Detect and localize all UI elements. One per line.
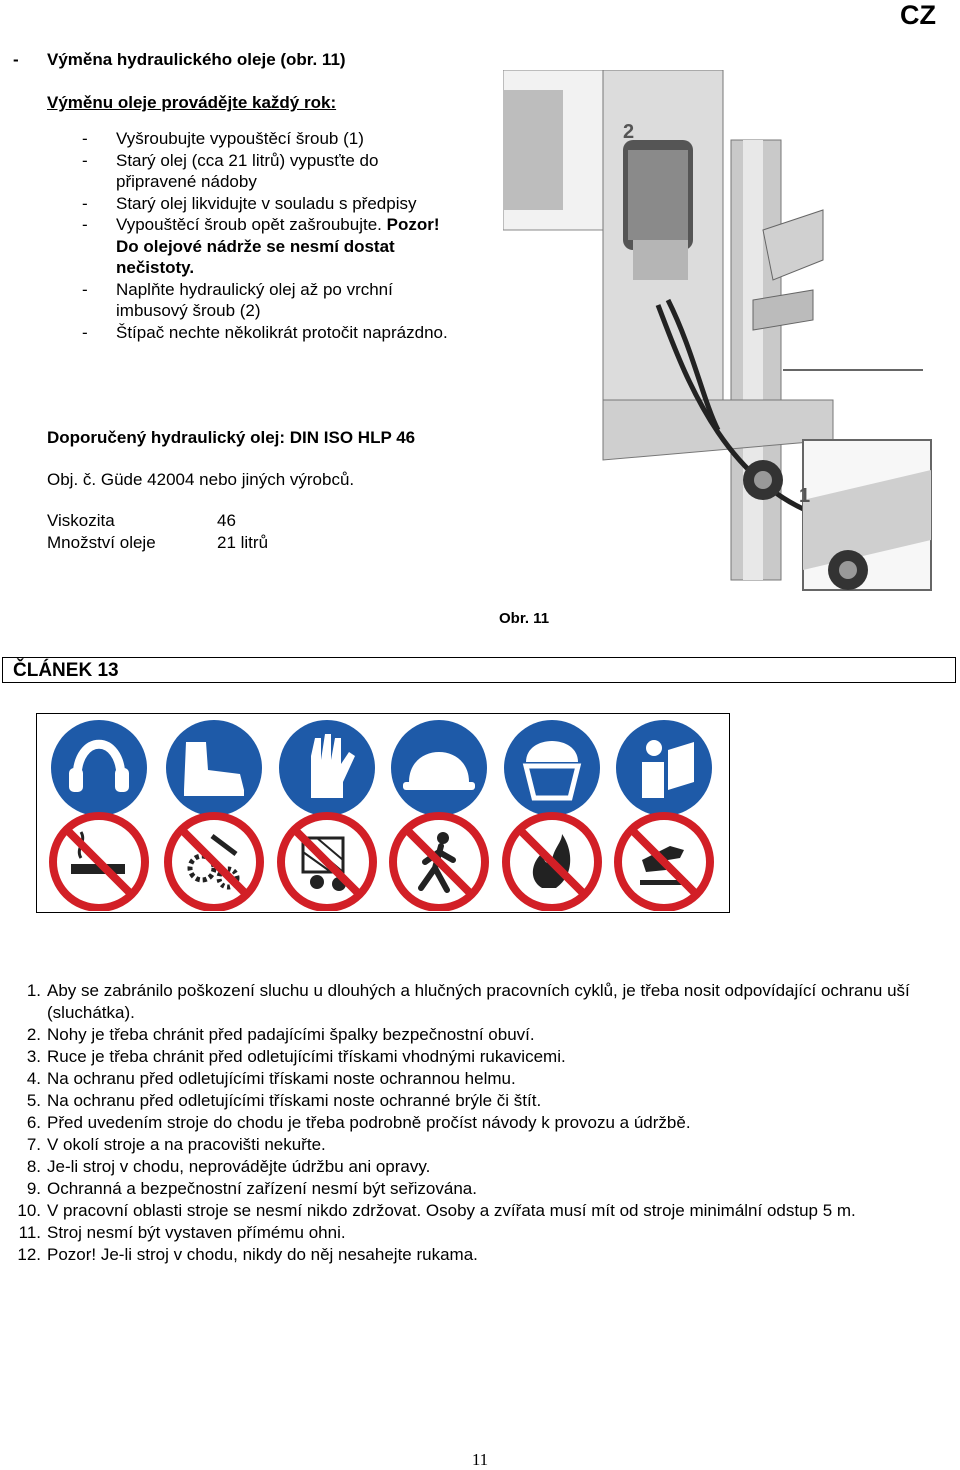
item-text: Před uvedením stroje do chodu je třeba podrobně pročíst návody k provozu a údržbě. (47, 1113, 691, 1132)
spec-key: Množství oleje (47, 532, 156, 552)
list-item (82, 214, 462, 279)
item-number: 12. (17, 1245, 41, 1264)
step-text: Starý olej likvidujte v souladu s předpisy (116, 193, 417, 213)
order-number: Obj. č. Güde 42004 nebo jiných výrobců. (47, 470, 355, 489)
bullet-dash: - (82, 193, 88, 213)
safety-instructions (13, 980, 943, 1266)
list-item (13, 1134, 943, 1156)
figure-label-2: 2 (623, 121, 635, 143)
spec-row (47, 532, 268, 554)
section-subheading: Výměnu oleje provádějte každý rok: (47, 93, 337, 112)
step-text: Starý olej (cca 21 litrů) vypusťte do připravené nádoby (116, 150, 379, 191)
list-item (13, 1222, 943, 1244)
item-text: Aby se zabránilo poškození sluchu u dlouhých a hlučných pracovních cyklů, je třeba nosit odpovídající ochranu uší (sluchátka). (47, 981, 910, 1022)
list-item (13, 1046, 943, 1068)
item-text: Na ochranu před odletujícími třískami noste ochrannou helmu. (47, 1069, 516, 1088)
item-text: Je-li stroj v chodu, neprovádějte údržbu ani opravy. (47, 1157, 431, 1176)
figure-caption: Obr. 11 (499, 610, 550, 627)
no-smoking-icon (53, 816, 145, 908)
section-heading (13, 50, 346, 70)
no-removing-guards-icon (281, 816, 373, 908)
list-item (13, 1178, 943, 1200)
item-text: V pracovní oblasti stroje se nesmí nikdo zdržovat. Osoby a zvířata musí mít od stroje minimální odstup 5 m. (47, 1201, 856, 1220)
list-item (82, 322, 462, 344)
list-item (13, 980, 943, 1024)
safety-signs (37, 714, 728, 911)
list-item (13, 1068, 943, 1090)
list-item (82, 279, 462, 322)
page-number: 11 (471, 1450, 489, 1469)
step-text: Štípač nechte několikrát protočit naprázdno. (116, 322, 448, 342)
item-number: 11. (18, 1223, 41, 1242)
item-number: 3. (26, 1047, 41, 1066)
spec-value: 21 litrů (217, 532, 269, 552)
heading-dash: - (13, 50, 19, 69)
face-shield-icon (504, 720, 600, 816)
no-maintenance-while-running-icon (168, 816, 260, 908)
bullet-dash: - (82, 150, 88, 170)
no-open-fire-icon (506, 816, 598, 908)
warning-text: Pozor! Do olejové nádrže se nesmí dostat nečistoty. (116, 215, 440, 277)
spec-key: Viskozita (47, 511, 115, 530)
safety-boots-icon (166, 720, 262, 816)
list-item (82, 128, 462, 150)
list-item (13, 1244, 943, 1266)
list-item (13, 1156, 943, 1178)
item-text: Na ochranu před odletujícími třískami noste ochranné brýle či štít. (47, 1091, 542, 1110)
safety-gloves-icon (279, 720, 375, 816)
item-text: Pozor! Je-li stroj v chodu, nikdy do něj nesahejte rukama. (47, 1245, 478, 1264)
heading-text: Výměna hydraulického oleje (obr. 11) (47, 50, 346, 69)
bullet-dash: - (82, 279, 88, 299)
recommended-oil: Doporučený hydraulický olej: DIN ISO HLP 46 (47, 428, 416, 447)
step-text: Vyšroubujte vypouštěcí šroub (1) (116, 129, 364, 148)
list-item (13, 1112, 943, 1134)
oil-specs (47, 510, 268, 553)
bullet-dash: - (82, 322, 88, 342)
bullet-dash: - (82, 215, 88, 234)
spec-row (47, 510, 268, 532)
figure-label-1: 1 (799, 485, 811, 507)
item-number: 2. (26, 1025, 41, 1044)
safety-helmet-icon (391, 720, 487, 816)
item-text: Stroj nesmí být vystaven přímému ohni. (47, 1223, 346, 1242)
log-splitter-photo (503, 70, 933, 592)
item-number: 5. (26, 1091, 41, 1110)
list-item (13, 1024, 943, 1046)
read-manual-icon (616, 720, 712, 816)
spec-value: 46 (217, 511, 236, 530)
item-number: 10. (17, 1201, 41, 1220)
list-item (82, 150, 462, 193)
item-number: 4. (26, 1069, 41, 1088)
item-number: 8. (26, 1157, 41, 1176)
step-text: Vypouštěcí šroub opět zašroubujte. (116, 215, 382, 234)
list-item (13, 1200, 943, 1222)
bullet-dash: - (82, 129, 88, 148)
ear-protection-icon (51, 720, 147, 816)
oil-change-steps (82, 128, 462, 343)
item-text: V okolí stroje a na pracovišti nekuřte. (47, 1135, 326, 1154)
item-number: 9. (26, 1179, 41, 1198)
no-hands-icon (618, 816, 710, 908)
list-item (82, 193, 462, 215)
item-number: 1. (26, 981, 41, 1000)
item-number: 7. (26, 1135, 41, 1154)
safety-signs-panel (36, 713, 730, 913)
step-text: Naplňte hydraulický olej až po vrchní imbusový šroub (2) (116, 279, 393, 320)
item-text: Ruce je třeba chránit před odletujícími třískami vhodnými rukavicemi. (47, 1047, 566, 1066)
no-pedestrians-icon (393, 816, 485, 908)
item-text: Ochranná a bezpečnostní zařízení nesmí být seřizována. (47, 1179, 477, 1198)
item-number: 6. (26, 1113, 41, 1132)
item-text: Nohy je třeba chránit před padajícími špalky bezpečnostní obuví. (47, 1025, 535, 1044)
article-title: ČLÁNEK 13 (2, 657, 956, 683)
list-item (13, 1090, 943, 1112)
language-code: CZ (900, 0, 936, 30)
